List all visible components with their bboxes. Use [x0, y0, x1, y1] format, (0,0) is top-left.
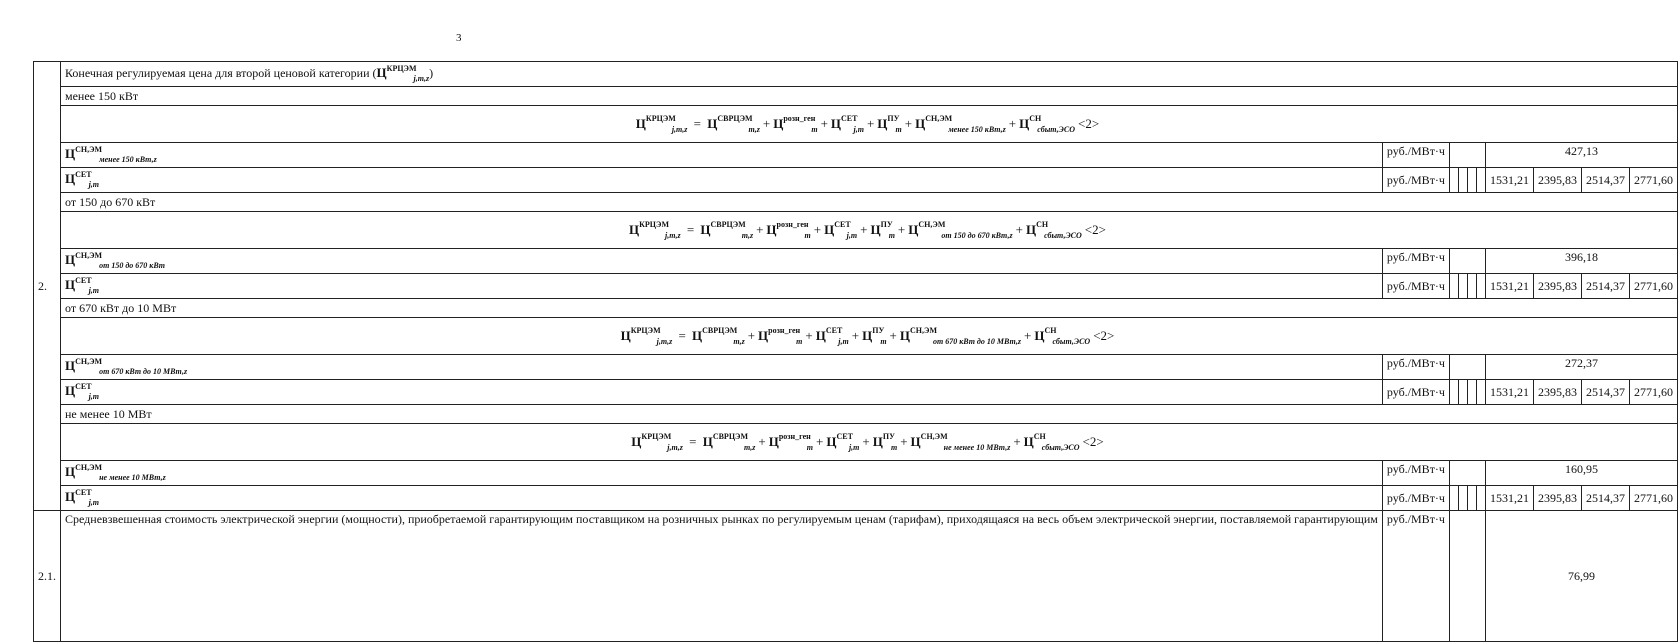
price-formula — [61, 106, 1678, 143]
unit: руб./МВт·ч — [1382, 274, 1449, 299]
net-symbol: $Ц^{СЕТ}_{j,m}$ — [65, 276, 100, 295]
formula-equals: = — [675, 328, 690, 343]
sn-price-row — [34, 355, 1678, 380]
formula-term: $Ц^{СВРЦЭМ}_{m,z}$ — [692, 326, 745, 346]
net-value: 1531,21 — [1485, 380, 1533, 405]
section-2-title-text: Конечная регулируемая цена для второй ценовой категории ( — [65, 65, 377, 80]
sn-symbol: $Ц^{СН,ЭМ}_{от 150 до 670 кВт}$ — [65, 251, 166, 270]
formula-equals: = — [683, 222, 698, 237]
formula-plus: + — [1023, 328, 1032, 343]
section-2-number: 2. — [34, 62, 61, 511]
formula-plus: + — [813, 222, 822, 237]
formula-row — [34, 424, 1678, 461]
formula-term: $Ц^{СВРЦЭМ}_{m,z}$ — [700, 220, 754, 240]
formula-row — [34, 318, 1678, 355]
section-2-1-row — [34, 511, 1678, 642]
empty-cell — [1458, 380, 1467, 405]
price-formula — [61, 318, 1678, 355]
sn-price-row — [34, 461, 1678, 486]
formula-term: $Ц^{СН,ЭМ}_{от 670 кВт до 10 МВт,z}$ — [899, 326, 1021, 346]
formula-equals: = — [685, 434, 700, 449]
title-price-symbol: $Ц^{КРЦЭМ}_{j,m,z}$ — [376, 64, 430, 83]
formula-term: $Ц^{СН}_{сбыт,ЭСО}$ — [1025, 220, 1082, 240]
sn-value: 427,13 — [1485, 143, 1677, 168]
section-2-1-description: Средневзвешенная стоимость электрической энергии (мощности), приобретаемой гарантирующим поставщиком на розничных рынках по регулируемым ценам (тарифам), приходящаяся на весь объем электрической энергии, поставляемой гарантирующим — [61, 511, 1383, 642]
formula-term: $Ц^{розн\_ген}_m$ — [768, 432, 814, 452]
formula-plus: + — [1015, 222, 1023, 237]
net-label — [61, 380, 1383, 405]
sn-price-row — [34, 249, 1678, 274]
formula-plus: + — [860, 222, 868, 237]
formula-lhs: $Ц^{КРЦЭМ}_{j,m,z}$ — [635, 114, 688, 134]
tariff-table — [33, 61, 1678, 642]
formula-term: $Ц^{СН,ЭМ}_{не менее 10 МВт,z}$ — [910, 432, 1011, 452]
sn-label — [61, 249, 1383, 274]
empty-cell — [1449, 168, 1458, 193]
section-2-1-value: 76,99 — [1485, 511, 1677, 642]
net-symbol: $Ц^{СЕТ}_{j,m}$ — [65, 488, 100, 507]
section-2-title-end: ) — [429, 65, 434, 80]
formula-plus: + — [747, 328, 756, 343]
formula-term: $Ц^{СВРЦЭМ}_{m,z}$ — [707, 114, 760, 134]
formula-plus: + — [904, 116, 913, 131]
group-heading-row — [34, 87, 1678, 106]
empty-cell — [1449, 511, 1485, 642]
net-value: 2395,83 — [1533, 274, 1581, 299]
net-value: 2514,37 — [1581, 274, 1629, 299]
sn-value: 160,95 — [1485, 461, 1677, 486]
formula-note: <2> — [1078, 116, 1100, 131]
empty-cell — [1458, 274, 1467, 299]
formula-plus: + — [866, 116, 875, 131]
empty-cell — [1449, 143, 1485, 168]
net-symbol: $Ц^{СЕТ}_{j,m}$ — [65, 382, 100, 401]
net-price-row — [34, 168, 1678, 193]
empty-cell — [1449, 380, 1458, 405]
formula-term: $Ц^{ПУ}_m$ — [862, 326, 887, 346]
net-price-row — [34, 380, 1678, 405]
net-label — [61, 486, 1383, 511]
empty-cell — [1449, 461, 1485, 486]
formula-term: $Ц^{СЕТ}_{j,m}$ — [815, 326, 849, 346]
net-value: 2514,37 — [1581, 380, 1629, 405]
net-value: 2514,37 — [1581, 168, 1629, 193]
sn-label — [61, 461, 1383, 486]
net-value: 2395,83 — [1533, 380, 1581, 405]
formula-plus: + — [1008, 116, 1017, 131]
group-heading-row — [34, 405, 1678, 424]
formula-lhs: $Ц^{КРЦЭМ}_{j,m,z}$ — [631, 432, 683, 452]
empty-cell — [1476, 380, 1485, 405]
net-price-row — [34, 486, 1678, 511]
formula-plus: + — [805, 328, 813, 343]
formula-term: $Ц^{розн\_ген}_m$ — [766, 220, 811, 240]
empty-cell — [1476, 274, 1485, 299]
formula-term: $Ц^{СН,ЭМ}_{от 150 до 670 кВт,z}$ — [908, 220, 1013, 240]
formula-lhs: $Ц^{КРЦЭМ}_{j,m,z}$ — [620, 326, 673, 346]
formula-term: $Ц^{СЕТ}_{j,m}$ — [826, 432, 860, 452]
formula-term: $Ц^{СЕТ}_{j,m}$ — [824, 220, 858, 240]
sn-label — [61, 143, 1383, 168]
net-value: 2395,83 — [1533, 168, 1581, 193]
net-value: 2771,60 — [1629, 274, 1677, 299]
net-label — [61, 168, 1383, 193]
sn-value: 396,18 — [1485, 249, 1677, 274]
empty-cell — [1449, 486, 1458, 511]
page-number: 3 — [456, 32, 462, 44]
sn-symbol: $Ц^{СН,ЭМ}_{от 670 кВт до 10 МВт,z}$ — [65, 357, 188, 376]
section-2-1-unit: руб./МВт·ч — [1382, 511, 1449, 642]
unit: руб./МВт·ч — [1382, 461, 1449, 486]
empty-cell — [1449, 274, 1458, 299]
formula-plus: + — [889, 328, 897, 343]
unit: руб./МВт·ч — [1382, 486, 1449, 511]
formula-term: $Ц^{СН,ЭМ}_{менее 150 кВт,z}$ — [915, 114, 1006, 134]
net-value: 2514,37 — [1581, 486, 1629, 511]
unit: руб./МВт·ч — [1382, 355, 1449, 380]
net-value: 2771,60 — [1629, 168, 1677, 193]
formula-plus: + — [816, 434, 824, 449]
empty-cell — [1449, 355, 1485, 380]
sn-label — [61, 355, 1383, 380]
formula-term: $Ц^{СВРЦЭМ}_{m,z}$ — [702, 432, 756, 452]
empty-cell — [1467, 168, 1476, 193]
empty-cell — [1476, 486, 1485, 511]
formula-plus: + — [1013, 434, 1021, 449]
sn-value: 272,37 — [1485, 355, 1677, 380]
unit: руб./МВт·ч — [1382, 380, 1449, 405]
formula-term: $Ц^{СН}_{сбыт,ЭСО}$ — [1023, 432, 1080, 452]
net-value: 1531,21 — [1485, 274, 1533, 299]
formula-row — [34, 106, 1678, 143]
net-value: 1531,21 — [1485, 486, 1533, 511]
formula-term: $Ц^{розн\_ген}_m$ — [758, 326, 803, 346]
formula-row — [34, 212, 1678, 249]
net-label — [61, 274, 1383, 299]
formula-term: $Ц^{ПУ}_m$ — [872, 432, 898, 452]
group-heading: не менее 10 МВт — [61, 405, 1678, 424]
group-heading: от 150 до 670 кВт — [61, 193, 1678, 212]
formula-plus: + — [862, 434, 870, 449]
group-heading-row — [34, 299, 1678, 318]
formula-term: $Ц^{розн\_ген}_m$ — [773, 114, 818, 134]
formula-plus: + — [762, 116, 771, 131]
price-formula — [61, 424, 1678, 461]
net-value: 2395,83 — [1533, 486, 1581, 511]
unit: руб./МВт·ч — [1382, 249, 1449, 274]
formula-term: $Ц^{СЕТ}_{j,m}$ — [830, 114, 864, 134]
empty-cell — [1458, 168, 1467, 193]
formula-lhs: $Ц^{КРЦЭМ}_{j,m,z}$ — [628, 220, 681, 240]
formula-note: <2> — [1093, 328, 1115, 343]
formula-note: <2> — [1082, 434, 1104, 449]
empty-cell — [1476, 168, 1485, 193]
formula-plus: + — [756, 222, 764, 237]
empty-cell — [1467, 274, 1476, 299]
formula-term: $Ц^{СН}_{сбыт,ЭСО}$ — [1034, 326, 1091, 346]
section-2-title — [61, 62, 1678, 87]
group-heading: от 670 кВт до 10 МВт — [61, 299, 1678, 318]
formula-equals: = — [690, 116, 705, 131]
net-price-row — [34, 274, 1678, 299]
formula-plus: + — [758, 434, 766, 449]
sn-symbol: $Ц^{СН,ЭМ}_{не менее 10 МВт,z}$ — [65, 463, 166, 482]
section-2-1-number: 2.1. — [34, 511, 61, 642]
net-value: 1531,21 — [1485, 168, 1533, 193]
formula-plus: + — [897, 222, 906, 237]
formula-term: $Ц^{ПУ}_m$ — [877, 114, 902, 134]
group-heading: менее 150 кВт — [61, 87, 1678, 106]
formula-term: $Ц^{ПУ}_m$ — [870, 220, 895, 240]
net-value: 2771,60 — [1629, 486, 1677, 511]
empty-cell — [1449, 249, 1485, 274]
sn-price-row — [34, 143, 1678, 168]
empty-cell — [1467, 486, 1476, 511]
empty-cell — [1458, 486, 1467, 511]
empty-cell — [1467, 380, 1476, 405]
price-formula — [61, 212, 1678, 249]
net-value: 2771,60 — [1629, 380, 1677, 405]
section-2-title-row — [34, 62, 1678, 87]
formula-plus: + — [900, 434, 908, 449]
unit: руб./МВт·ч — [1382, 168, 1449, 193]
formula-plus: + — [820, 116, 828, 131]
unit: руб./МВт·ч — [1382, 143, 1449, 168]
group-heading-row — [34, 193, 1678, 212]
formula-plus: + — [851, 328, 860, 343]
net-symbol: $Ц^{СЕТ}_{j,m}$ — [65, 170, 100, 189]
formula-term: $Ц^{СН}_{сбыт,ЭСО}$ — [1019, 114, 1075, 134]
formula-note: <2> — [1084, 222, 1106, 237]
sn-symbol: $Ц^{СН,ЭМ}_{менее 150 кВт,z}$ — [65, 145, 157, 164]
